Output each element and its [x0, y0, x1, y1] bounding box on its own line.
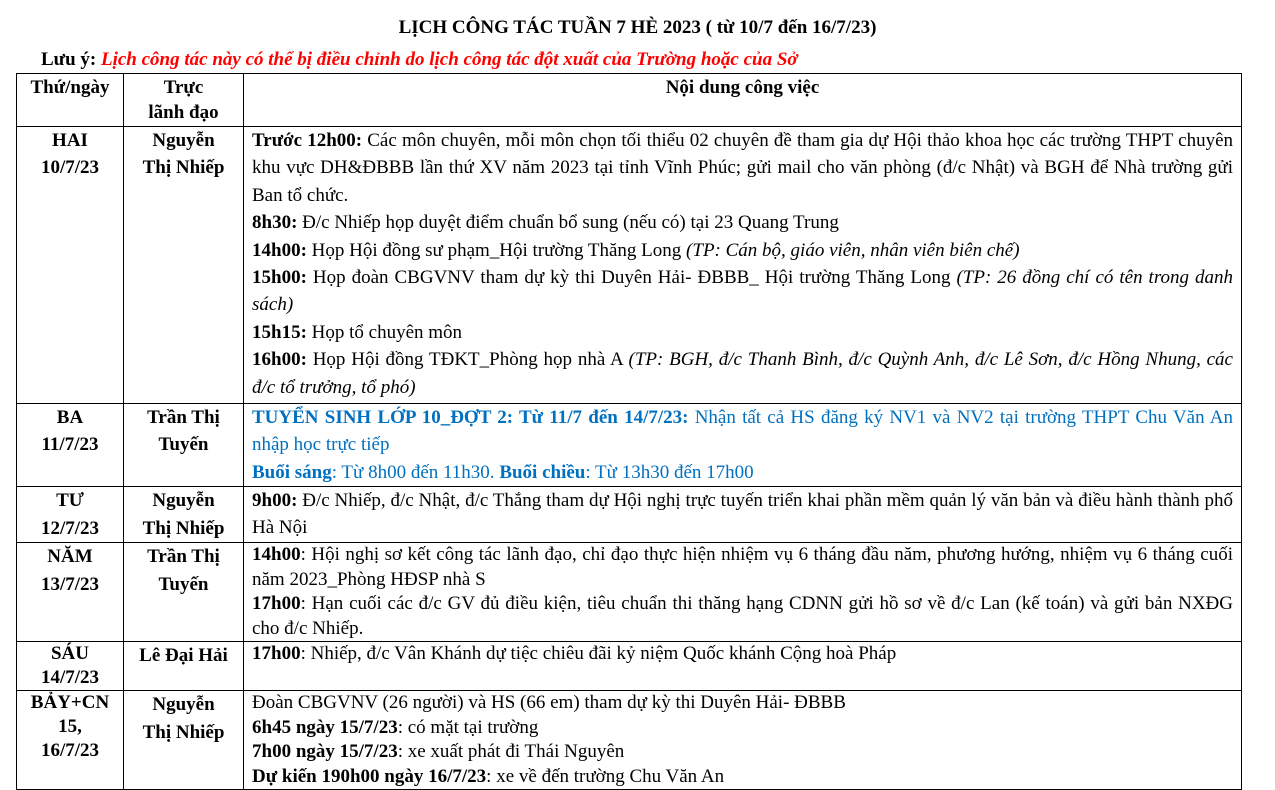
task-cell — [244, 642, 1242, 691]
day-cell — [17, 691, 124, 790]
task-time: 6h45 ngày 15/7/23 — [252, 716, 398, 738]
header-lead — [124, 74, 244, 127]
lead-cell — [124, 127, 244, 404]
lead-name-line1: Nguyễn — [152, 130, 215, 151]
lead-name-line2: Tuyến — [158, 434, 209, 456]
table-row — [17, 404, 1242, 487]
task-text: : Hạn cuối các đ/c GV đủ điều kiện, tiêu chuẩn thi thăng hạng CDNN gửi hồ sơ về đ/c Lan (kế toán) và gửi bản NXĐG cho đ/c Nhiếp. — [252, 593, 1233, 639]
task-text: Họp Hội đồng sư phạm_Hội trường Thăng Long — [306, 239, 687, 261]
day-name: BẢY+CN — [30, 692, 110, 714]
task-time: 17h00 — [252, 593, 301, 615]
note — [41, 48, 798, 72]
task-text: Đ/c Nhiếp họp duyệt điểm chuẩn bổ sung (nếu có) tại 23 Quang Trung — [297, 212, 839, 234]
task-item — [252, 404, 1233, 459]
note-label: Lưu ý: — [41, 49, 101, 70]
day-date: 13/7/23 — [40, 573, 100, 595]
task-time: 8h30: — [252, 212, 298, 234]
task-time: 9h00: — [252, 490, 298, 512]
task-item — [252, 642, 1233, 666]
task-item — [252, 487, 1233, 541]
day-cell — [17, 404, 124, 487]
day-cell — [17, 642, 124, 691]
lead-name-line2: Thị Nhiếp — [142, 157, 225, 179]
task-participants: (TP: BGH, đ/c Thanh Bình, đ/c Quỳnh Anh, đ/c Lê Sơn, đ/c Hồng Nhung, các đ/c tổ trưởng, tổ phó) — [252, 349, 1233, 398]
header-lead-line2: lãnh đạo — [148, 102, 219, 123]
day-name: BA — [56, 407, 84, 428]
day-date: 10/7/23 — [40, 157, 100, 179]
task-cell — [244, 404, 1242, 487]
lead-cell — [124, 543, 244, 642]
task-text: : xe xuất phát đi Thái Nguyên — [397, 741, 625, 763]
task-time: 14h00: — [252, 239, 307, 261]
day-name: TƯ — [56, 490, 84, 512]
task-item — [252, 740, 1233, 765]
header-task: Nội dung công việc — [244, 74, 1242, 127]
task-time: Dự kiến 190h00 ngày 16/7/23 — [252, 765, 487, 787]
lead-name-line2: Thị Nhiếp — [142, 721, 225, 743]
task-participants: (TP: Cán bộ, giáo viên, nhân viên biên chế) — [686, 239, 1020, 261]
lead-cell — [124, 404, 244, 487]
task-item — [252, 319, 1233, 346]
task-cell — [244, 543, 1242, 642]
task-item — [252, 691, 1233, 716]
task-text: Các môn chuyên, mỗi môn chọn tối thiểu 02 chuyên đề tham gia dự Hội thảo khoa học các trường THPT chuyên khu vực DH&ĐBBB lần thứ XV năm 2023 tại tỉnh Vĩnh Phúc; gửi mail cho văn phòng (đ/c Nhật) và BGH để Nhà trường gửi Ban tổ chức. — [252, 130, 1234, 206]
day-cell — [17, 543, 124, 642]
task-item — [252, 543, 1233, 592]
task-text: Họp đoàn CBGVNV tham dự kỳ thi Duyên Hải- ĐBBB_ Hội trường Thăng Long — [306, 267, 957, 289]
day-name: NĂM — [47, 546, 93, 568]
task-text: Họp Hội đồng TĐKT_Phòng họp nhà A — [306, 349, 629, 371]
table-row — [17, 487, 1242, 543]
task-time: 7h00 ngày 15/7/23 — [252, 741, 398, 763]
task-time: 17h00 — [252, 643, 301, 665]
task-item — [252, 209, 1233, 236]
table-row — [17, 691, 1242, 790]
task-text: : xe về đến trường Chu Văn An — [486, 765, 725, 787]
task-item — [252, 716, 1233, 741]
table-row — [17, 127, 1242, 404]
lead-cell — [124, 642, 244, 691]
lead-name-line1: Trần Thị — [147, 546, 220, 568]
day-name: HAI — [52, 130, 88, 151]
lead-cell — [124, 487, 244, 543]
task-text: Họp tổ chuyên môn — [306, 321, 463, 343]
lead-cell — [124, 691, 244, 790]
task-item — [252, 127, 1233, 209]
task-time: 16h00: — [252, 349, 307, 371]
day-cell — [17, 127, 124, 404]
task-item — [252, 765, 1233, 790]
task-item — [252, 346, 1233, 401]
task-participants: (TP: 26 đồng chí có tên trong danh sách) — [252, 267, 1234, 316]
task-item — [252, 264, 1233, 319]
day-date: 16/7/23 — [40, 740, 100, 762]
task-item — [252, 592, 1233, 641]
day-cell — [17, 487, 124, 543]
task-text: Nhận tất cả HS đăng ký NV1 và NV2 tại trường THPT Chu Văn An nhập học trực tiếp — [252, 407, 1233, 456]
task-time: 14h00 — [252, 544, 301, 566]
header-lead-line1: Trực — [163, 77, 204, 98]
schedule-table — [16, 73, 1242, 790]
table-row — [17, 642, 1242, 691]
task-text: : có mặt tại trường — [397, 716, 539, 738]
task-time: 15h00: — [252, 267, 307, 289]
page-title: LỊCH CÔNG TÁC TUẦN 7 HÈ 2023 ( từ 10/7 đến 16/7/23) — [398, 17, 877, 38]
task-text: : Từ 8h00 đến 11h30. — [331, 461, 500, 483]
task-cell — [244, 127, 1242, 404]
task-item — [252, 237, 1233, 264]
day-date: 15, — [58, 716, 82, 738]
header-day: Thứ/ngày — [17, 74, 124, 127]
task-text: : Nhiếp, đ/c Vân Khánh dự tiệc chiêu đãi kỷ niệm Quốc khánh Cộng hoà Pháp — [300, 643, 897, 665]
lead-name-line1: Nguyễn — [152, 490, 215, 512]
task-cell — [244, 691, 1242, 790]
day-date: 11/7/23 — [41, 434, 99, 456]
note-text: Lịch công tác này có thể bị điều chỉnh do lịch công tác đột xuất của Trường hoặc của Sở — [100, 49, 798, 70]
task-text: Đoàn CBGVNV (26 người) và HS (66 em) tham dự kỳ thi Duyên Hải- ĐBBB — [252, 692, 846, 714]
task-text: : Hội nghị sơ kết công tác lãnh đạo, chỉ đạo thực hiện nhiệm vụ 6 tháng đầu năm, phương hướng, nhiệm vụ 6 tháng cuối năm 2023_Phòng HĐSP nhà S — [252, 544, 1233, 590]
task-time: 15h15: — [252, 321, 307, 343]
task-item — [252, 459, 1233, 486]
task-text: : Từ 13h30 đến 17h00 — [585, 461, 754, 483]
day-date: 14/7/23 — [40, 667, 100, 689]
table-row — [17, 543, 1242, 642]
task-time: TUYỂN SINH LỚP 10_ĐỢT 2: Từ 11/7 đến 14/7/23: — [252, 407, 689, 428]
task-time: Buổi chiều — [499, 461, 586, 483]
day-date: 12/7/23 — [40, 517, 100, 539]
lead-name-line1: Lê Đại Hải — [139, 645, 228, 667]
task-text: Đ/c Nhiếp, đ/c Nhật, đ/c Thắng tham dự Hội nghị trực tuyến triển khai phần mềm quản lý văn bản và điều hành thành phố Hà Nội — [252, 490, 1233, 539]
lead-name-line2: Tuyến — [158, 573, 209, 595]
lead-name-line1: Trần Thị — [147, 407, 220, 428]
task-cell — [244, 487, 1242, 543]
lead-name-line2: Thị Nhiếp — [142, 517, 225, 539]
day-name: SÁU — [50, 643, 89, 665]
lead-name-line1: Nguyễn — [152, 694, 215, 716]
task-time: Trước 12h00: — [252, 130, 363, 151]
task-time: Buổi sáng — [252, 461, 332, 483]
table-header-row — [17, 74, 1242, 127]
